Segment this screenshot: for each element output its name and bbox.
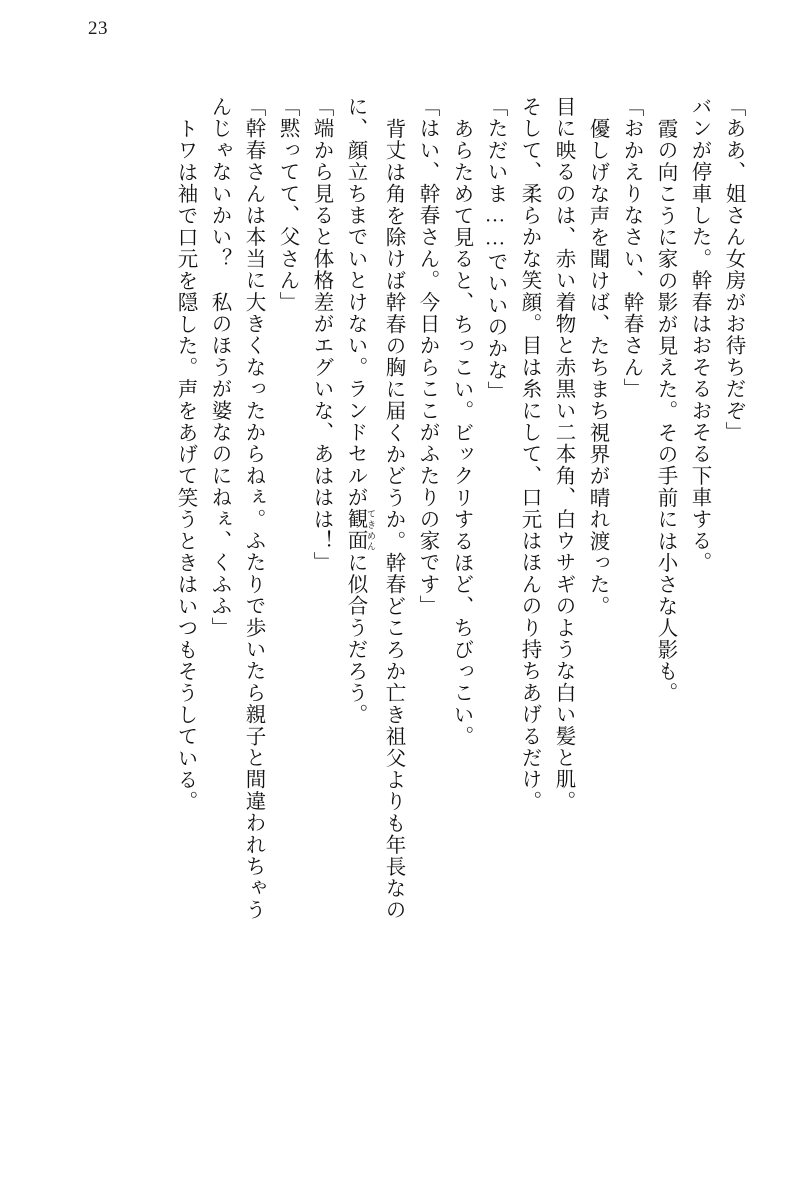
ruby-annotation: 観面 てきめん <box>344 508 376 552</box>
text-line: バンが停車した。幹春はおそるおそる下車する。 <box>688 96 710 574</box>
page-number: 23 <box>88 18 108 39</box>
text-line: 「ああ、姐さん女房がお待ちだぞ」 <box>722 96 744 444</box>
text-line: 「おかえりなさい、幹春さん」 <box>620 96 642 400</box>
text-line: んじゃないかい？ 私のほうが婆なのにねぇ、くふふ」 <box>208 96 230 639</box>
text-line: に、顔立ちまでいとけない。ランドセルが観面 てきめんに似合うだろう。 <box>344 96 376 726</box>
text-line: あらためて見ると、ちっこい。ビックリするほど、ちびっこい。 <box>450 118 472 748</box>
text-line: 「黙ってて、父さん」 <box>276 96 298 313</box>
text-line: 「幹春さんは本当に大きくなったからねぇ。ふたりで歩いたら親子と間違われちゃう <box>242 96 264 921</box>
text-line: 「ただいま……でいいのかな」 <box>484 96 506 403</box>
text-line: 霞の向こうに家の影が見えた。その手前には小さな人影も。 <box>654 118 676 704</box>
text-line: そして、柔らかな笑顔。目は糸にして、口元はほんのり持ちあげるだけ。 <box>518 96 540 813</box>
text-line: 背丈は角を除けば幹春の胸に届くかどうか。幹春どころか亡き祖父よりも年長なの <box>382 118 404 921</box>
text-line: 「端から見ると体格差がエグいな、あははは！」 <box>310 96 332 574</box>
text-line: 「はい、幹春さん。今日からここがふたりの家です」 <box>416 96 438 617</box>
text-line: 目に映るのは、赤い着物と赤黒い二本角、白ウサギのような白い髪と肌。 <box>552 96 574 813</box>
vertical-text-body <box>50 96 750 1156</box>
text-line: トワは袖で口元を隠した。声をあげて笑うときはいつもそうしている。 <box>174 118 196 813</box>
text-line: 優しげな声を聞けば、たちまち視界が晴れ渡った。 <box>586 118 608 618</box>
